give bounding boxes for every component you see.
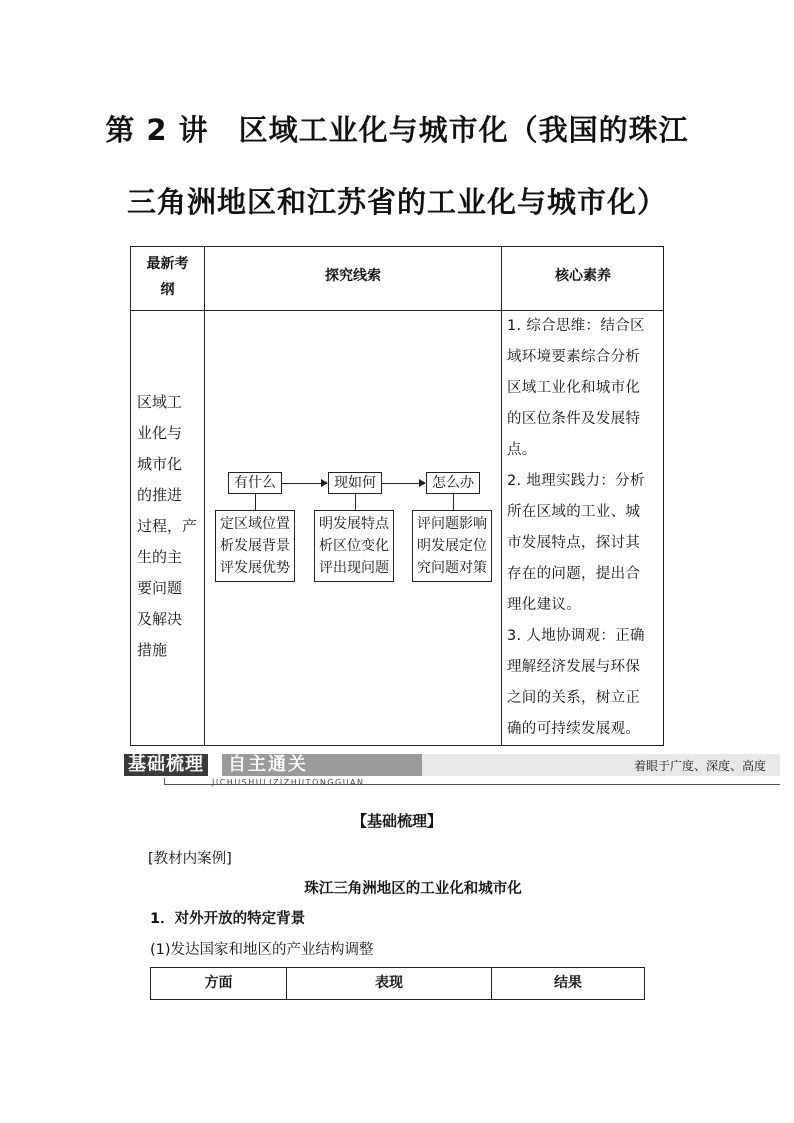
page-title-line-2: 三角洲地区和江苏省的工业化与城市化） [126,185,667,219]
syllabus-text [137,387,199,666]
literacy-line: 市发展特点，探讨其 [507,535,641,551]
literacy-line: 2. 地理实践力：分析 [507,473,645,489]
literacy-line: 存在的问题，提出合 [507,566,641,582]
flow-list-item: 评问题影响 [417,516,487,532]
flow-list-item: 评发展优势 [220,560,290,576]
literacy-line: 的区位条件及发展特 [507,411,641,427]
case-tag: [教材内案例] [148,851,232,867]
table-divider [501,247,502,745]
literacy-line: 区域工业化和城市化 [507,380,641,396]
case-title: 珠江三角洲地区的工业化和城市化 [304,881,522,897]
literacy-line: 点。 [507,442,537,458]
section-tag: 【基础梳理】 [351,812,442,830]
flow-connector [355,494,356,510]
syllabus-line: 生的主 [137,548,183,566]
literacy-line: 确的可持续发展观。 [507,721,641,737]
table-divider [204,247,205,745]
header-col1-line: 最新考 [146,256,189,272]
core-literacy-text [507,311,661,745]
flow-list-what-to-do [412,510,492,582]
section-banner [124,752,780,787]
flow-list-how [314,510,394,582]
table-header-performance: 表现 [375,975,403,991]
header-col1-line: 纲 [160,282,175,298]
literacy-line: 1. 综合思维：结合区 [507,318,645,334]
adjustment-table [150,967,645,1000]
flow-step-what-to-do: 怎么办 [426,472,480,494]
syllabus-line: 要问题 [137,579,183,597]
syllabus-line: 城市化 [137,455,183,473]
flow-list-item: 明发展定位 [417,538,487,554]
header-inquiry-clues: 探究线索 [325,268,381,284]
flow-list-item: 定区域位置 [220,516,290,532]
banner-slogan: 着眼于广度、深度、高度 [633,759,766,773]
flow-connector [255,494,256,510]
syllabus-line: 措施 [137,641,168,659]
header-latest-syllabus [131,251,204,303]
flow-arrow [382,483,425,484]
literacy-line: 理化建议。 [507,597,581,613]
flow-list-item: 析区位变化 [319,538,389,554]
banner-pinyin: JICHUSHULIZIZHUTONGGUAN [212,778,365,787]
outline-table [130,246,664,746]
syllabus-line: 区域工 [137,393,183,411]
literacy-line: 域环境要素综合分析 [507,349,641,365]
flow-list-what [215,510,295,582]
flow-arrow [282,483,327,484]
table-header-result: 结果 [554,975,582,991]
page-title-line-1: 第 2 讲 区域工业化与城市化（我国的珠江 [105,113,689,147]
syllabus-line: 及解决 [137,610,183,628]
flow-list-item: 析发展背景 [220,538,290,554]
syllabus-line: 的推进 [137,486,183,504]
point-1-heading: 1．对外开放的特定背景 [150,911,306,927]
literacy-line: 3. 人地协调观：正确 [507,628,645,644]
flow-connector [453,494,454,510]
table-header-aspect: 方面 [204,975,233,991]
literacy-line: 理解经济发展与环保 [507,659,641,675]
flow-step-what: 有什么 [228,472,282,494]
syllabus-line: 过程，产 [137,517,198,535]
banner-main-label: 基础梳理 [124,754,208,776]
syllabus-line: 业化与 [137,424,183,442]
banner-sub-label: 自主通关 [222,754,428,776]
flow-list-item: 明发展特点 [319,516,389,532]
point-1-subheading: (1)发达国家和地区的产业结构调整 [150,942,374,958]
header-core-literacy: 核心素养 [555,268,611,284]
literacy-line: 之间的关系，树立正 [507,690,641,706]
flow-step-how: 现如何 [328,472,382,494]
literacy-line: 所在区域的工业、城 [507,504,641,520]
flow-list-item: 评出现问题 [319,560,389,576]
flow-list-item: 究问题对策 [417,560,487,576]
